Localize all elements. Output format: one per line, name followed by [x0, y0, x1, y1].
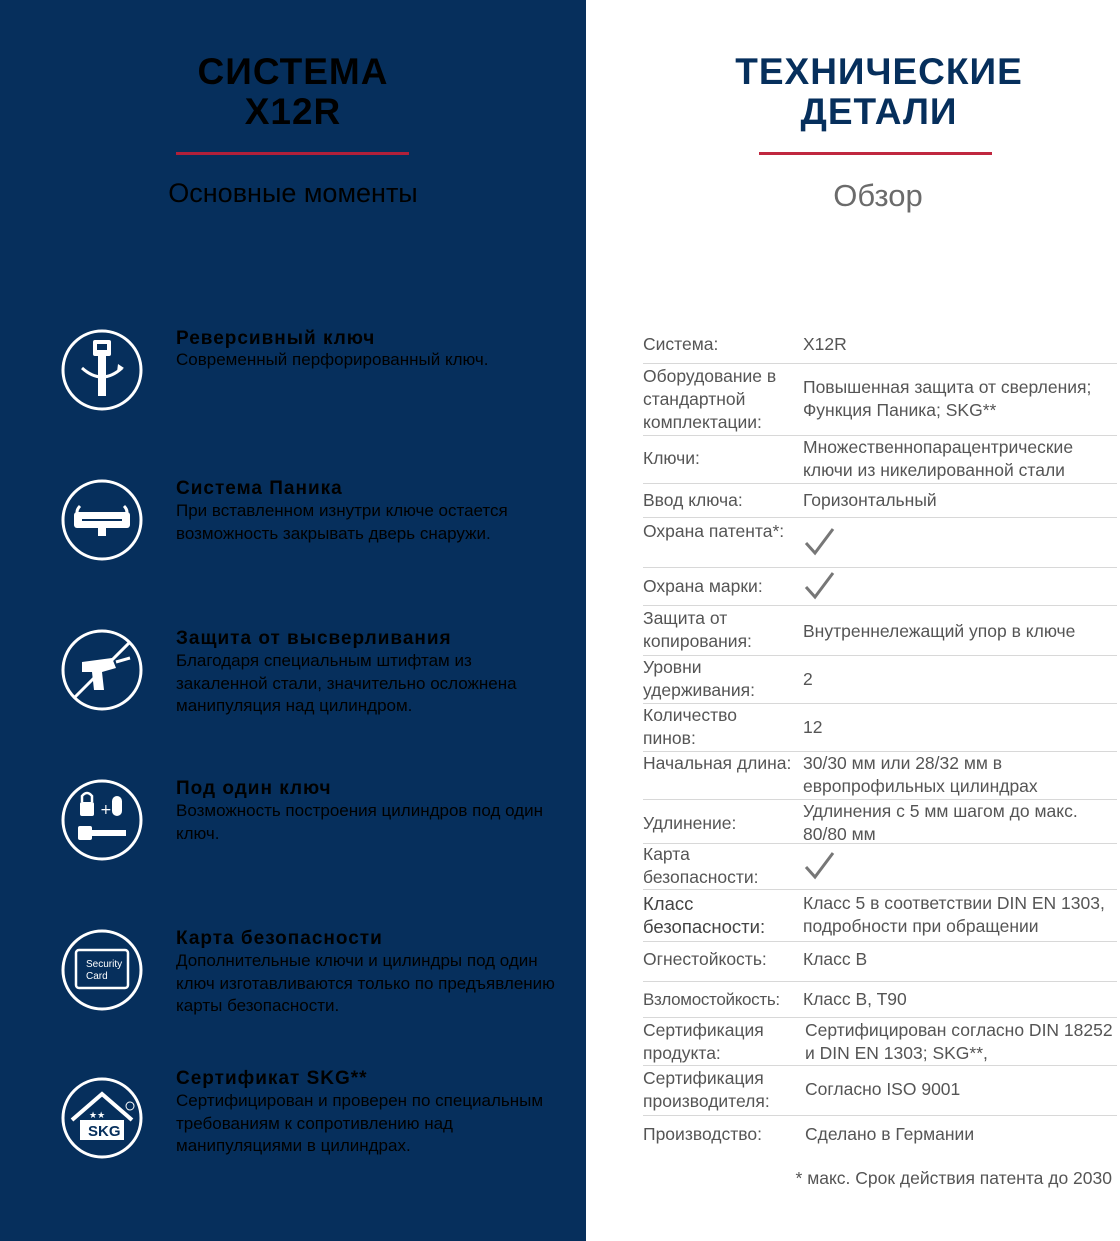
- reversible-key-icon: [60, 328, 144, 412]
- spec-label: Сертификация производителя:: [643, 1068, 770, 1111]
- spec-label: Производство:: [643, 1124, 762, 1144]
- spec-value: X12R: [803, 334, 847, 354]
- feature-desc: Благодаря специальным штифтам из закаленной стали, значительно осложнена манипуляция над цилиндром.: [176, 651, 517, 715]
- spec-label: Начальная длина:: [643, 753, 792, 773]
- spec-row: [643, 703, 1117, 752]
- spec-row: [643, 889, 1117, 942]
- right-title-line1: ТЕХНИЧЕСКИЕ: [735, 51, 1023, 92]
- svg-text:★★: ★★: [89, 1111, 106, 1121]
- spec-label: Оборудование в стандартной комплектации:: [643, 366, 777, 432]
- spec-label: Система:: [643, 334, 719, 354]
- feature-desc: Современный перфорированный ключ.: [176, 350, 489, 369]
- checkmark-icon: [803, 527, 835, 557]
- spec-value: Класс 5 в соответствии DIN EN 1303, подробности при обращении: [803, 893, 1105, 936]
- security-card-icon: [60, 928, 144, 1012]
- spec-row: [643, 655, 1117, 704]
- spec-row: [643, 799, 1117, 844]
- feature-title: Реверсивный ключ: [176, 328, 376, 349]
- spec-value: 2: [803, 669, 813, 689]
- spec-label: Карта безопасности:: [643, 844, 759, 887]
- spec-label: Удлинение:: [643, 813, 737, 833]
- spec-value: Горизонтальный: [803, 490, 937, 510]
- feature-title: Защита от высверливания: [176, 628, 452, 649]
- spec-row: [643, 1017, 1117, 1066]
- security-card-text-2: Card: [86, 971, 108, 982]
- spec-label: Защита от копирования:: [643, 608, 752, 651]
- right-subtitle: Обзор: [833, 178, 923, 213]
- feature-desc: При вставленном изнутри ключе остается возможность закрывать дверь снаружи.: [176, 501, 508, 543]
- right-title: [586, 52, 1120, 132]
- spec-label: Огнестойкость:: [643, 949, 767, 969]
- spec-value: 12: [803, 717, 823, 737]
- svg-text:+: +: [100, 802, 112, 818]
- left-subtitle: Основные моменты: [168, 178, 418, 208]
- checkmark-icon: [803, 851, 835, 881]
- spec-row: [643, 751, 1117, 800]
- left-title: [0, 52, 586, 132]
- spec-label: Охрана марки:: [643, 576, 763, 596]
- skg-icon-text: SKG: [88, 1123, 121, 1140]
- checkmark-icon: [803, 571, 835, 601]
- master-key-icon: [60, 778, 144, 862]
- feature-desc: Сертифицирован и проверен по специальным требованиям к сопротивлению над манипуляциями в цилиндрах.: [176, 1091, 544, 1155]
- spec-value: Внутреннележащий упор в ключе: [803, 621, 1076, 641]
- security-card-text-1: Security: [86, 959, 123, 970]
- left-title-line2: X12R: [244, 91, 342, 132]
- spec-label: Ввод ключа:: [643, 490, 743, 510]
- feature-title: Карта безопасности: [176, 928, 383, 949]
- spec-row: [643, 483, 1117, 518]
- right-divider: [759, 152, 992, 155]
- spec-row: [643, 435, 1117, 484]
- left-title-line1: СИСТЕМА: [197, 51, 389, 92]
- anti-drill-icon: [60, 628, 144, 712]
- spec-value: 30/30 мм или 28/32 мм в европрофильных цилиндрах: [803, 753, 1038, 796]
- spec-row: [643, 517, 1117, 568]
- spec-row: [643, 843, 1117, 890]
- spec-row: [643, 567, 1117, 606]
- patent-footnote: * макс. Срок действия патента до 2030: [795, 1168, 1112, 1188]
- spec-row: [643, 363, 1117, 436]
- spec-row: [643, 605, 1117, 656]
- left-divider: [176, 152, 409, 155]
- panic-system-icon: [60, 478, 144, 562]
- spec-value: Удлинения с 5 мм шагом до макс. 80/80 мм: [803, 801, 1078, 844]
- spec-label: Охрана патента*:: [643, 521, 785, 541]
- spec-row: [643, 1115, 1117, 1155]
- spec-row: [643, 331, 1117, 364]
- feature-title: Система Паника: [176, 478, 343, 499]
- spec-row: [643, 1065, 1117, 1116]
- spec-value: Сертифицирован согласно DIN 18252 и DIN EN 1303; SKG**,: [805, 1020, 1113, 1063]
- feature-desc: Дополнительные ключи и цилиндры под один ключ изготавливаются только по предъявлению карты безопасности.: [176, 951, 555, 1015]
- spec-label: Количество пинов:: [643, 705, 737, 748]
- spec-value: Класс B: [803, 949, 868, 969]
- spec-label: Взломостойкость:: [643, 990, 780, 1009]
- spec-label: Ключи:: [643, 448, 700, 468]
- spec-value: Множественнопарацентрические ключи из никелированной стали: [803, 437, 1074, 480]
- skg-icon: [60, 1076, 144, 1160]
- feature-desc: Возможность построения цилиндров под один ключ.: [176, 801, 543, 843]
- spec-label: Уровни удерживания:: [643, 657, 755, 700]
- spec-value: Класс B, T90: [803, 989, 907, 1009]
- feature-title: Сертификат SKG**: [176, 1068, 368, 1089]
- spec-row: [643, 981, 1117, 1018]
- feature-title: Под один ключ: [176, 778, 332, 799]
- spec-row: [643, 941, 1117, 982]
- spec-label: Сертификация продукта:: [643, 1020, 764, 1063]
- spec-value: Согласно ISO 9001: [805, 1079, 961, 1099]
- spec-value: Сделано в Германии: [805, 1124, 975, 1144]
- spec-value: Повышенная защита от сверления; Функция Паника; SKG**: [803, 377, 1092, 420]
- spec-label: Класс безопасности:: [643, 893, 766, 937]
- right-title-line2: ДЕТАЛИ: [800, 91, 958, 132]
